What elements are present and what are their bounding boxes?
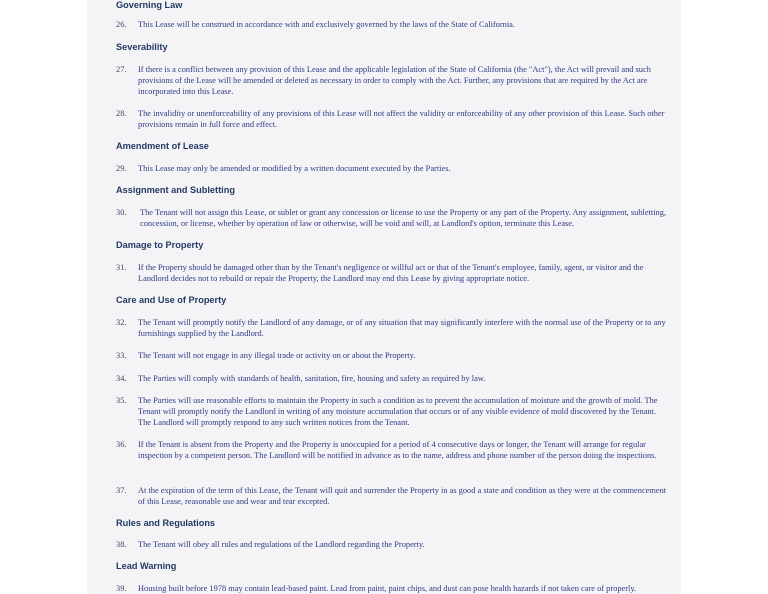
section-heading-damage: Damage to Property [116, 240, 204, 250]
clause-number: 37. [116, 486, 127, 495]
clause-text: If there is a conflict between any provision of this Lease and the applicable legislation of the State of California (the "Act"), the Act will prevail and such provisions of the Lease will be amended or deleted as necessary in order to comply with the Act. Further, any provisions that are required by the Act are incorporated into this Lease. [138, 65, 651, 96]
clause-text: The Tenant will obey all rules and regulations of the Landlord regarding the Property. [138, 540, 425, 549]
section-heading-rules: Rules and Regulations [116, 518, 216, 528]
section-heading-amendment: Amendment of Lease [116, 141, 209, 151]
clause-text: The Tenant will not assign this Lease, or sublet or grant any concession or license to use the Property or any part of the Property. Any assignment, subletting, concession, or license, whether by operation of law or otherwise, will be void and will, at Landlord's option, terminate this Lease. [140, 208, 666, 228]
document-page [87, 0, 681, 594]
clause-number: 38. [116, 540, 127, 549]
section-heading-assignment: Assignment and Subletting [116, 185, 235, 195]
clause-number: 28. [116, 109, 127, 118]
section-heading-care-and-use: Care and Use of Property [116, 295, 227, 305]
section-heading-lead-warning: Lead Warning [116, 561, 177, 571]
clause-text: If the Tenant is absent from the Property and the Property is unoccupied for a period of 4 consecutive days or longer, the Tenant will arrange for regular inspection by a competent person. The Landlord will be notified in advance as to the name, address and phone number of the person doing the inspections. [138, 440, 657, 460]
clause-number: 33. [116, 351, 127, 360]
clause-text: This Lease will be construed in accordance with and exclusively governed by the laws of the State of California. [138, 20, 515, 29]
clause-number: 30. [116, 208, 127, 217]
clause-number: 35. [116, 396, 127, 405]
clause-text: Housing built before 1978 may contain lead-based paint. Lead from paint, paint chips, and dust can pose health hazards if not taken care of properly. [138, 584, 637, 593]
clause-text: The invalidity or unenforceability of any provisions of this Lease will not affect the validity or enforceability of any other provision of this Lease. Such other provisions remain in full force and effect. [138, 109, 665, 129]
clause-text: If the Property should be damaged other than by the Tenant's negligence or willful act or that of the Tenant's employee, family, agent, or visitor and the Landlord decides not to rebuild or repair the Property, the Landlord may end this Lease by giving appropriate notice. [138, 263, 644, 283]
clause-number: 36. [116, 440, 127, 449]
clause-text: This Lease may only be amended or modified by a written document executed by the Parties. [138, 164, 451, 173]
clause-number: 29. [116, 164, 127, 173]
section-heading-severability: Severability [116, 42, 168, 52]
clause-text: The Tenant will promptly notify the Landlord of any damage, or of any situation that may significantly interfere with the normal use of the Property or to any furnishings supplied by the Landlord. [138, 318, 666, 338]
section-heading-governing-law: Governing Law [116, 0, 183, 10]
clause-number: 27. [116, 65, 127, 74]
clause-text: At the expiration of the term of this Lease, the Tenant will quit and surrender the Property in as good a state and condition as they were at the commencement of this Lease, reasonable use and wear and tear excepted. [138, 486, 667, 506]
clause-number: 31. [116, 263, 127, 272]
clause-number: 32. [116, 318, 127, 327]
clause-number: 34. [116, 374, 127, 383]
clause-text: The Parties will use reasonable efforts to maintain the Property in such a condition as to prevent the accumulation of moisture and the growth of mold. The Tenant will promptly notify the Landlord in writing of any moisture accumulation that occurs or of any visible evidence of mold discovered by the Tenant. The Landlord will promptly respond to any such written notices from the Tenant. [138, 396, 658, 427]
clause-text: The Tenant will not engage in any illegal trade or activity on or about the Property. [138, 351, 416, 360]
clause-number: 26. [116, 20, 127, 29]
clause-text: The Parties will comply with standards of health, sanitation, fire, housing and safety as required by law. [138, 374, 486, 383]
clause-number: 39. [116, 584, 127, 593]
